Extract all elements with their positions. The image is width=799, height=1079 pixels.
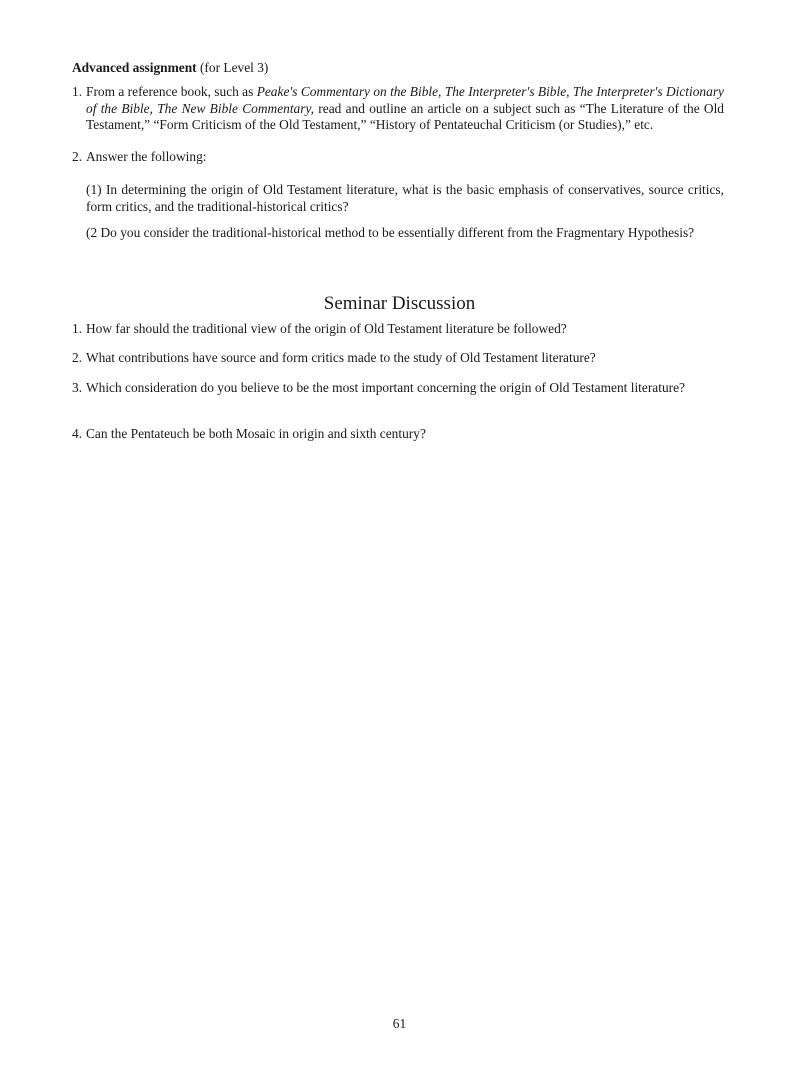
seminar-item-1: [72, 321, 724, 338]
item-number: 1.: [72, 321, 83, 336]
seminar-item-3: [72, 380, 724, 397]
item-number: 2.: [72, 149, 83, 164]
item-number: 4.: [72, 426, 83, 441]
assignment-heading: [72, 60, 724, 77]
seminar-item-2: [72, 350, 724, 367]
item-number: 3.: [72, 380, 83, 395]
heading-rest: (for Level 3): [196, 60, 269, 75]
item-text: What contributions have source and form critics made to the study of Old Testament literature?: [86, 350, 596, 365]
book-titles: The Interpreter's Bible, The Interpreter's Dictionary of the Bible, The New Bible Commentary,: [86, 84, 724, 116]
text-part: read and outline an article on a subject such as “The Literature of the Old Testament,” “Form Criticism of the Old Testament,” “History of Pentateuchal Criticism (or Studies),” etc.: [86, 100, 725, 132]
section-title: Seminar Discussion: [323, 293, 476, 314]
question-1: (1) In determining the origin of Old Testament literature, what is the basic emphasis of conservatives, source critics, form critics, and the traditional-historical critics?: [86, 182, 724, 214]
assignment-item-2: [72, 149, 724, 166]
item-number: 1.: [72, 84, 83, 99]
item-number: 2.: [72, 350, 83, 365]
item-text: Answer the following:: [86, 149, 207, 164]
book-title: Peake's Commentary on the Bible,: [256, 84, 442, 99]
assignment-item-1: [72, 84, 724, 134]
item-text: Which consideration do you believe to be the most important concerning the origin of Old Testament literature?: [86, 380, 685, 395]
question-2: (2 Do you consider the traditional-historical method to be essentially different from the Fragmentary Hypothesis?: [86, 225, 695, 240]
text-part: From a reference book, such as: [86, 84, 257, 99]
page-number: 61: [392, 1016, 407, 1031]
heading-bold: Advanced assignment: [72, 60, 197, 75]
item-text: Can the Pentateuch be both Mosaic in origin and sixth century?: [86, 426, 426, 441]
item-text: How far should the traditional view of the origin of Old Testament literature be followed?: [86, 321, 567, 336]
item-text: [86, 84, 724, 134]
seminar-item-4: [72, 426, 724, 443]
